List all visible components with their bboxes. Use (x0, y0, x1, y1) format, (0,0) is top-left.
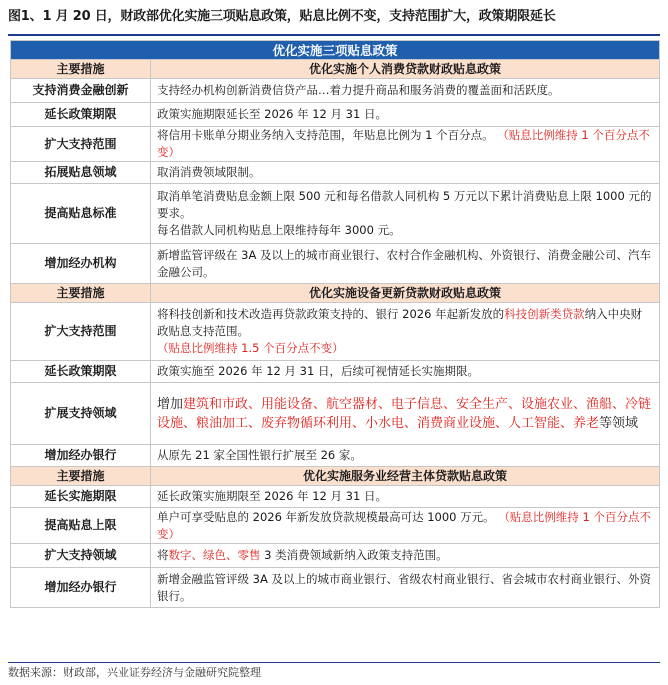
measure-label: 扩大支持领域 (11, 544, 151, 568)
measure-description (151, 79, 660, 103)
description-text: 新增监管评级在 3A 及以上的城市商业银行、农村合作金融机构、外资银行、消费金融公司、汽车金融公司。 (157, 247, 651, 279)
column-header-measures: 主要措施 (11, 284, 151, 303)
section-header-row (11, 284, 660, 303)
measure-label: 支持消费金融创新 (11, 79, 151, 103)
table-row (11, 568, 660, 608)
measure-description (151, 508, 660, 544)
description-text: 3 类消费领域新纳入政策支持范围。 (260, 548, 448, 562)
table-row (11, 383, 660, 445)
highlight-text: （贴息比例维持 1.5 个百分点不变） (157, 341, 344, 355)
column-header-measures: 主要措施 (11, 467, 151, 486)
source-note: 数据来源：财政部，兴业证券经济与金融研究院整理 (8, 666, 261, 679)
measure-description (151, 486, 660, 508)
measure-label: 增加经办机构 (11, 244, 151, 284)
table-row (11, 508, 660, 544)
table-row (11, 303, 660, 361)
table-row (11, 162, 660, 184)
measure-description (151, 103, 660, 127)
table-row (11, 244, 660, 284)
measure-label: 增加经办银行 (11, 445, 151, 467)
section-title: 优化实施设备更新贷款财政贴息政策 (151, 284, 660, 303)
section-title: 优化实施个人消费贷款财政贴息政策 (151, 60, 660, 79)
description-text: 将科技创新和技术改造再贷款政策支持的、银行 2026 年起新发放的 (157, 307, 505, 321)
measure-label: 扩展支持领域 (11, 383, 151, 445)
table-title: 优化实施三项贴息政策 (11, 41, 660, 60)
measure-label: 拓展贴息领域 (11, 162, 151, 184)
highlight-text: （贴息比例维持 1 个百分点不变） (157, 509, 651, 541)
table-row (11, 184, 660, 244)
measure-description (151, 184, 660, 244)
highlight-text: （贴息比例维持 1 个百分点不变） (157, 128, 650, 159)
table-row (11, 486, 660, 508)
section-title: 优化实施服务业经营主体贷款贴息政策 (151, 467, 660, 486)
measure-description (151, 127, 660, 162)
measure-description (151, 303, 660, 361)
description-text: 从原先 21 家全国性银行扩展至 26 家。 (157, 448, 362, 462)
description-text: 每名借款人同机构贴息上限维持每年 3000 元。 (157, 223, 401, 237)
measure-description (151, 361, 660, 383)
table-row (11, 79, 660, 103)
description-text: 取消消费领域限制。 (157, 165, 261, 179)
section-header-row (11, 60, 660, 79)
table-row (11, 103, 660, 127)
description-text: 将信用卡账单分期业务纳入支持范围，年贴息比例为 1 个百分点。 (157, 128, 498, 142)
measure-label: 提高贴息标准 (11, 184, 151, 244)
measure-description (151, 568, 660, 608)
measure-label: 延长实施期限 (11, 486, 151, 508)
highlight-text: 建筑和市政、用能设备、航空器材、电子信息、安全生产、设施农业、渔船、冷链设施、粮油加工、废弃物循环利用、小水电、消费商业设施、人工智能、养老 (157, 396, 652, 431)
measure-label: 提高贴息上限 (11, 508, 151, 544)
table-row (11, 544, 660, 568)
highlight-text: 数字、绿色、零售 (168, 548, 261, 562)
description-text: 等领域 (599, 415, 639, 431)
description-text: 取消单笔消费贴息金额上限 500 元和每名借款人同机构 5 万元以下累计消费贴息上限 1000 元的要求。 (157, 189, 652, 220)
table-row (11, 361, 660, 383)
description-text: 增加 (157, 396, 184, 412)
section-header-row (11, 467, 660, 486)
figure-title: 图1、1 月 20 日，财政部优化实施三项贴息政策，贴息比例不变，支持范围扩大，政策期限延长 (8, 9, 556, 24)
measure-label: 扩大支持范围 (11, 127, 151, 162)
table-row (11, 445, 660, 467)
description-text: 单户可享受贴息的 2026 年新发放贷款规模最高可达 1000 万元。 (157, 509, 499, 524)
measure-description (151, 162, 660, 184)
measure-label: 增加经办银行 (11, 568, 151, 608)
description-text: 将 (157, 548, 169, 562)
description-text: 支持经办机构创新消费信贷产品…着力提升商品和服务消费的覆盖面和活跃度。 (157, 83, 560, 97)
measure-description (151, 544, 660, 568)
measure-description (151, 445, 660, 467)
description-text: 政策实施至 2026 年 12 月 31 日，后续可视情延长实施期限。 (157, 364, 479, 378)
column-header-measures: 主要措施 (11, 60, 151, 79)
policy-table (10, 40, 660, 608)
measure-label: 延长政策期限 (11, 103, 151, 127)
top-divider (8, 34, 660, 36)
measure-label: 延长政策期限 (11, 361, 151, 383)
measure-description (151, 244, 660, 284)
bottom-divider (8, 662, 660, 663)
description-text: 政策实施期限延长至 2026 年 12 月 31 日。 (157, 107, 387, 121)
description-text: 纳入中央财政贴息支持范围。 (157, 307, 643, 338)
description-text: 新增金融监管评级 3A 及以上的城市商业银行、省级农村商业银行、省会城市农村商业银行、外资银行。 (157, 571, 651, 603)
highlight-text: 科技创新类贷款 (504, 307, 585, 321)
measure-label: 扩大支持范围 (11, 303, 151, 361)
table-title-row (11, 41, 660, 60)
description-text: 延长政策实施期限至 2026 年 12 月 31 日。 (157, 489, 387, 503)
table-row (11, 127, 660, 162)
measure-description (151, 383, 660, 445)
